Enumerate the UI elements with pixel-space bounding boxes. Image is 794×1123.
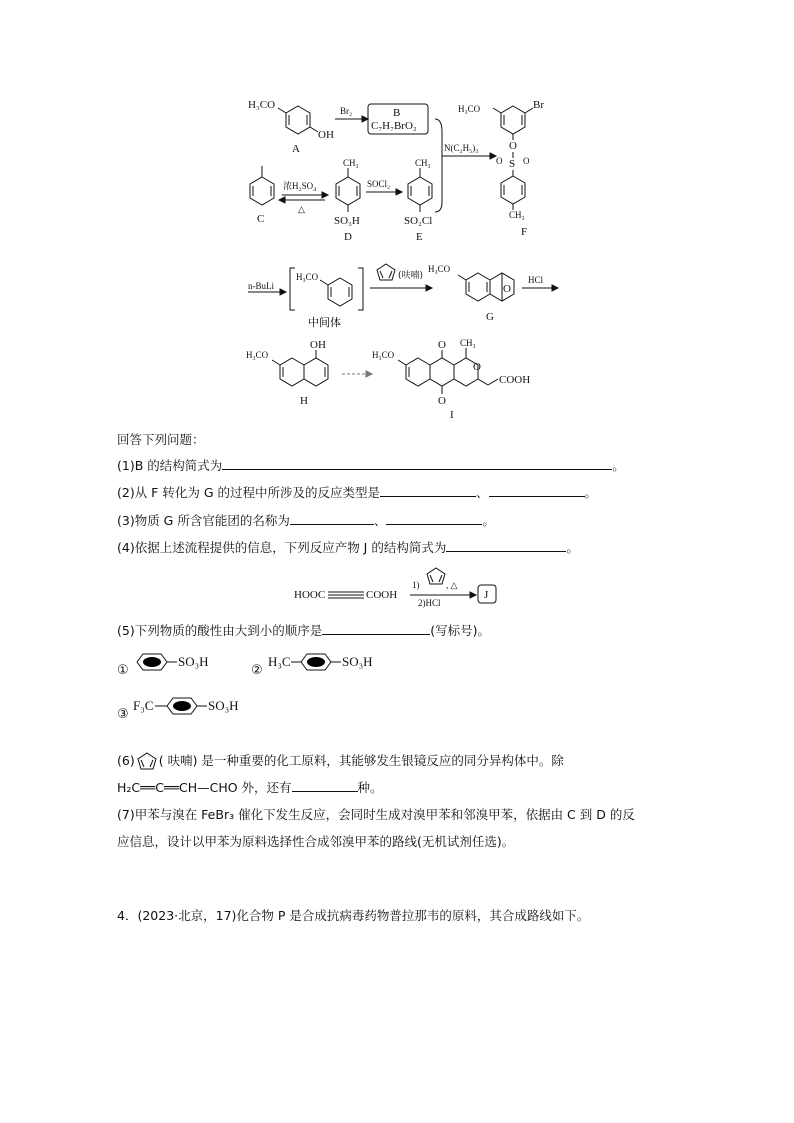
e-sulfonyl-chloride-label: SO₂Cl xyxy=(404,215,433,227)
q6-formula-text: H₂C══C══CH—CHO 外，还有 xyxy=(117,780,292,795)
option-2-benzene-ring xyxy=(291,654,341,670)
compound-a-structure xyxy=(248,99,334,155)
q4-step1-heat: , △ xyxy=(446,580,458,590)
f-sulfonyl-oxygen-2: O xyxy=(523,156,530,166)
hcl-reagent: HCl xyxy=(528,275,544,285)
q1-answer-blank[interactable] xyxy=(222,457,612,470)
q5-end: (写标号)。 xyxy=(430,623,490,638)
q3-text: (3)物质 G 所含官能团的名称为 xyxy=(117,513,290,528)
f-sulfur: S xyxy=(509,158,516,170)
q2-answer-blank-2[interactable] xyxy=(489,484,585,497)
f-bromo-label: Br xyxy=(533,99,544,111)
compound-d-structure xyxy=(334,158,360,242)
q5-options xyxy=(115,646,435,726)
next-problem-number: 4．(2023·北京，17) xyxy=(117,908,237,923)
furan-reagent-icon xyxy=(377,264,395,280)
f-ester-oxygen: O xyxy=(509,140,517,152)
q2-text: (2)从 F 转化为 G 的过程中所涉及的反应类型是 xyxy=(117,485,380,500)
q6-number: (6) xyxy=(117,753,135,768)
synthesis-scheme-2 xyxy=(240,258,560,330)
compound-h-structure xyxy=(246,339,328,407)
question-4 xyxy=(117,538,579,556)
compound-i-structure xyxy=(372,338,530,420)
a-hydroxy-label: OH xyxy=(318,129,334,141)
i-methyl-label: CH₃ xyxy=(460,338,476,348)
next-problem-heading xyxy=(117,906,589,924)
question-6-line-2 xyxy=(117,778,383,796)
question-2 xyxy=(117,483,597,501)
q6-answer-blank[interactable] xyxy=(292,779,358,792)
compound-d-label: D xyxy=(344,231,352,242)
compound-a-label: A xyxy=(292,143,300,155)
q3-answer-blank-1[interactable] xyxy=(290,512,374,525)
option-2-number: ② xyxy=(251,663,263,678)
q3-separator: 、 xyxy=(373,513,387,528)
b-box-formula: C₇H₇BrO₂ xyxy=(371,120,417,132)
option-1-number: ① xyxy=(117,663,129,678)
f-methyl-label: CH₃ xyxy=(509,210,525,220)
synthesis-scheme-3 xyxy=(240,336,560,420)
f-methoxy-label: H₃CO xyxy=(458,104,481,114)
compound-c-label: C xyxy=(257,213,265,225)
synthesis-scheme-1 xyxy=(230,92,570,242)
intermediate-methoxy-label: H₃CO xyxy=(296,272,319,282)
q6-text: ( 呋喃) 是一种重要的化工原料，其能够发生银镜反应的同分异构体中。除 xyxy=(158,753,564,768)
q4-answer-blank[interactable] xyxy=(446,539,566,552)
option-3-number: ③ xyxy=(117,707,129,722)
g-methoxy-label: H₃CO xyxy=(428,264,451,274)
d-sulfonic-label: SO₃H xyxy=(334,215,360,227)
br2-reagent: Br₂ xyxy=(340,106,353,116)
option-3-sulfonic-group: SO₃H xyxy=(208,698,239,713)
q2-separator: 、 xyxy=(475,485,489,500)
question-6-line-1 xyxy=(117,751,564,771)
q4-end: 。 xyxy=(566,540,579,555)
q4-text: (4)依据上述流程提供的信息，下列反应产物 J 的结构简式为 xyxy=(117,540,447,555)
socl2-reagent: SOCl₂ xyxy=(367,179,391,189)
g-bridge-oxygen: O xyxy=(503,283,511,295)
q4-reactant-left: HOOC xyxy=(294,589,326,601)
d-methyl-label: CH₃ xyxy=(343,158,359,168)
option-1-sulfonic-group: SO₃H xyxy=(178,654,209,669)
option-3-benzene-ring xyxy=(155,698,207,714)
furan-name-label: (呋喃) xyxy=(398,271,424,281)
option-2-sulfonic-group: SO₃H xyxy=(342,654,373,669)
q4-reaction-scheme xyxy=(290,562,510,608)
option-2-methyl: H₃C xyxy=(268,654,291,669)
question-7-line-2: 应信息，设计以甲苯为原料选择性合成邻溴甲苯的路线(无机试剂任选)。 xyxy=(117,834,515,849)
i-bottom-carbonyl-oxygen: O xyxy=(438,395,446,407)
next-problem-text: 化合物 P 是合成抗病毒药物普拉那韦的原料，其合成路线如下。 xyxy=(236,908,590,923)
h-methoxy-label: H₃CO xyxy=(246,350,269,360)
compound-f-label: F xyxy=(521,226,528,238)
q5-text: (5)下列物质的酸性由大到小的顺序是 xyxy=(117,623,323,638)
i-top-carbonyl-oxygen: O xyxy=(438,339,446,351)
compound-e-label: E xyxy=(416,231,423,242)
b-box-label: B xyxy=(393,107,401,119)
h2so4-reagent: 浓H₂SO₄ xyxy=(283,181,317,191)
compound-f-structure xyxy=(458,99,544,238)
aryne-intermediate-structure xyxy=(296,272,352,306)
question-7-line-1: (7)甲苯与溴在 FeBr₃ 催化下发生反应，会同时生成对溴甲苯和邻溴甲苯，依据由 C 到 D 的反 xyxy=(117,807,635,822)
q4-step1-label: 1) xyxy=(412,580,420,590)
i-carboxylic-acid-label: COOH xyxy=(499,374,531,386)
compound-g-structure xyxy=(428,264,514,323)
q4-product-label: J xyxy=(484,589,489,601)
f-sulfonyl-oxygen-1: O xyxy=(496,156,503,166)
q6-furan-icon xyxy=(135,751,159,771)
i-methoxy-label: H₃CO xyxy=(372,350,395,360)
question-5 xyxy=(117,621,490,639)
q4-furan-icon xyxy=(427,568,445,584)
a-methoxy-label: H₃CO xyxy=(248,99,276,111)
q3-end: 。 xyxy=(482,513,495,528)
butyllithium-reagent: n-BuLi xyxy=(248,281,274,291)
option-3-trifluoromethyl: F₃C xyxy=(133,698,154,713)
heat-symbol: △ xyxy=(298,204,305,214)
question-1 xyxy=(117,456,625,474)
q3-answer-blank-2[interactable] xyxy=(386,512,482,525)
h-hydroxy-label: OH xyxy=(310,339,326,351)
question-3 xyxy=(117,511,495,529)
i-ring-oxygen: O xyxy=(473,361,481,373)
q4-reactant-right: COOH xyxy=(366,589,398,601)
triethylamine-reagent: N(C₂H₅)₃ xyxy=(444,143,479,153)
compound-i-label: I xyxy=(450,409,454,420)
q1-end: 。 xyxy=(612,458,625,473)
option-1-benzene-ring xyxy=(137,654,177,670)
e-methyl-label: CH₃ xyxy=(415,158,431,168)
q5-answer-blank[interactable] xyxy=(322,622,430,635)
intermediate-label: 中间体 xyxy=(308,316,341,329)
q4-step2-label: 2)HCl xyxy=(418,598,441,608)
q2-end: 。 xyxy=(584,485,598,500)
compound-c-structure xyxy=(250,166,274,225)
q6-end: 种。 xyxy=(357,780,383,795)
questions-intro: 回答下列问题： xyxy=(117,432,205,447)
q2-answer-blank-1[interactable] xyxy=(380,484,476,497)
compound-e-structure xyxy=(404,158,432,242)
compound-g-label: G xyxy=(486,311,494,323)
q1-text: (1)B 的结构简式为 xyxy=(117,458,223,473)
compound-h-label: H xyxy=(300,395,308,407)
